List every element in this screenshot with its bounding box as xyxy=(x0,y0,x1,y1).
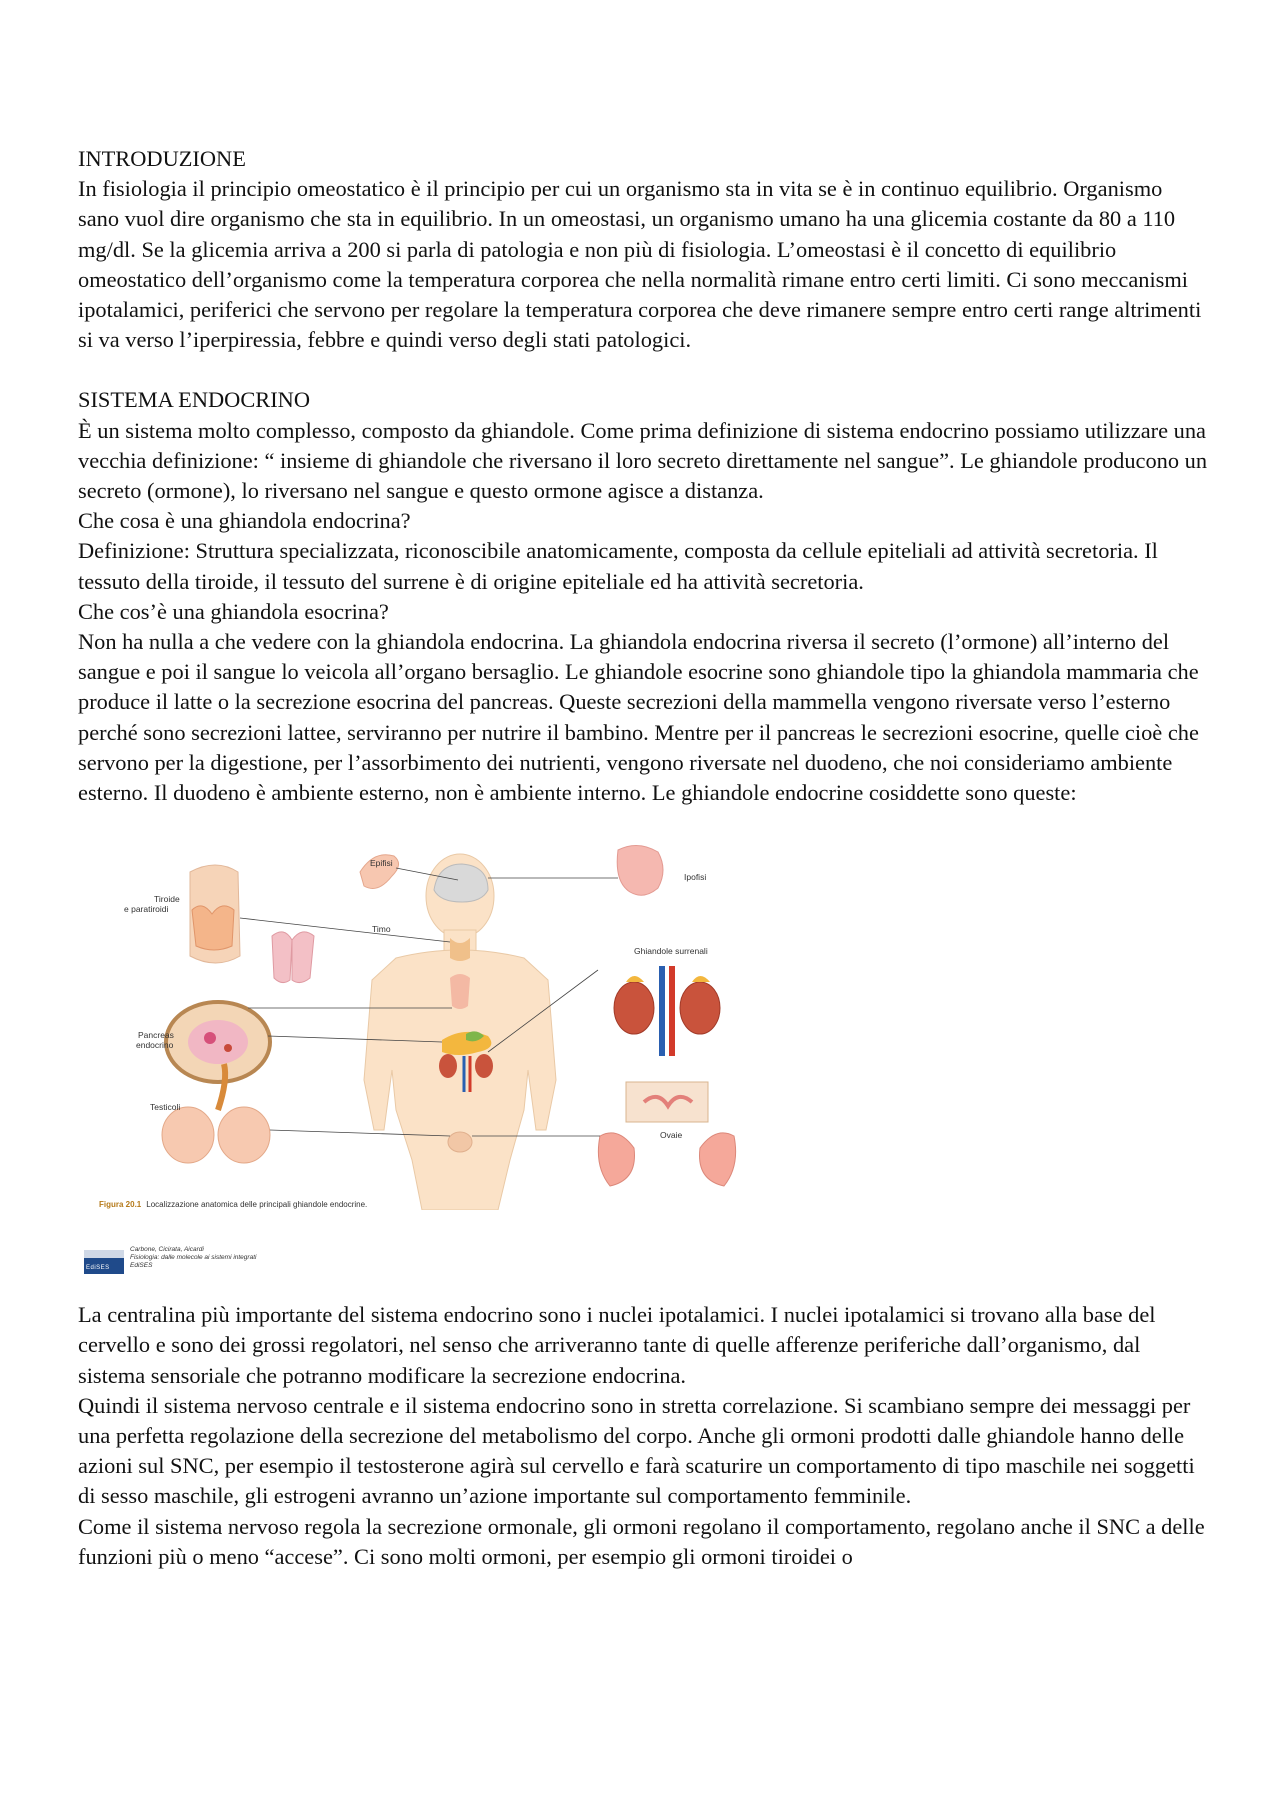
body-thymus xyxy=(450,974,470,1009)
label-paratiroidi: e paratiroidi xyxy=(124,904,169,915)
label-tiroide: Tiroide xyxy=(154,894,180,905)
surrenali-illustration xyxy=(614,966,720,1056)
testicoli-illustration-right xyxy=(218,1107,270,1163)
after-paragraph-2: Quindi il sistema nervoso centrale e il sistema endocrino sono in stretta correlazione. Si scambiano sempre dei messaggi per una perfetta regolazione della secrezione del metabolismo del corpo. Anche gli ormoni prodotti dalle ghiandole hanno delle azioni sul SNC, per esempio il testosterone agirà sul cervello e farà scaturire un comportamento di tipo maschile nei soggetti di sesso maschile, gli estrogeni avranno un’azione importante sul comportamento femminile. xyxy=(78,1392,1195,1509)
endocrine-question-1: Che cosa è una ghiandola endocrina? xyxy=(78,508,411,534)
endocrine-heading: SISTEMA ENDOCRINO xyxy=(78,387,311,413)
intro-paragraph: In fisiologia il principio omeostatico è il principio per cui un organismo sta in vita se è in continuo equilibrio. Organismo sano vuol dire organismo che sta in equilibrio. In un omeostasi, un organismo umano ha una glicemia costante da 80 a 110 mg/dl. Se la glicemia arriva a 200 si parla di patologia e non più di fisiologia. L’omeostasi è il concetto di equilibrio omeostatico dell’organismo come la temperatura corporea che nella normalità rimane entro certi limiti. Ci sono meccanismi ipotalamici, periferici che servono per regolare la temperatura corporea che deve rimanere sempre entro certi range altrimenti si va verso l’iperpiressia, febbre e quindi verso degli stati patologici. xyxy=(78,176,1202,353)
publisher-logo: EdiSES xyxy=(84,1250,124,1274)
testicoli-illustration-left xyxy=(162,1107,214,1163)
label-surrenali: Ghiandole surrenali xyxy=(634,946,708,957)
label-ipofisi: Ipofisi xyxy=(684,872,707,883)
credit-lines: Carbone, Cicirata, Aicardi Fisiologia: dalle molecole ai sistemi integrati EdiSES xyxy=(130,1246,257,1270)
publisher-credit xyxy=(84,1244,324,1276)
body-kidney-left xyxy=(439,1054,457,1078)
label-testicoli: Testicoli xyxy=(150,1102,181,1113)
body-genitals xyxy=(448,1132,472,1152)
ovaie-illustration-left xyxy=(598,1133,634,1186)
document-page xyxy=(78,144,1208,1572)
intro-heading: INTRODUZIONE xyxy=(78,146,246,171)
endocrine-paragraph-2: Definizione: Struttura specializzata, riconoscibile anatomicamente, composta da cellule epiteliali ad attività secretoria. Il tessuto della tiroide, il tessuto del surrene è di origine epiteliale ed ha attività secretoria. xyxy=(78,538,1158,594)
figure-number: Figura 20.1 xyxy=(99,1200,142,1210)
label-timo: Timo xyxy=(372,924,391,935)
label-epifisi: Epifisi xyxy=(370,858,393,869)
endocrine-question-2: Che cos’è una ghiandola esocrina? xyxy=(78,598,389,624)
anatomy-illustration xyxy=(78,830,778,1210)
figure-caption xyxy=(99,1200,367,1209)
label-pancreas-endocrino: endocrino xyxy=(136,1040,174,1051)
after-figure-section xyxy=(78,1300,1208,1572)
endocrine-paragraph-1: È un sistema molto complesso, composto da ghiandole. Come prima definizione di sistema endocrino possiamo utilizzare una vecchia definizione: “ insieme di ghiandole che riversano il loro secreto direttamente nel sangue”. Le ghiandole producono un secreto (ormone), lo riversano nel sangue e questo ormone agisce a distanza. xyxy=(78,417,1208,504)
section-spacer xyxy=(78,355,1208,385)
after-paragraph-1: La centralina più importante del sistema endocrino sono i nuclei ipotalamici. I nuclei ipotalamici si trovano alla base del cervello e sono dei grossi regolatori, nel senso che arriveranno tante di quelle afferenze periferiche dall’organismo, dal sistema sensoriale che potranno modificare la secrezione endocrina. xyxy=(78,1302,1156,1388)
label-ovaie: Ovaie xyxy=(660,1130,683,1141)
after-paragraph-3: Come il sistema nervoso regola la secrezione ormonale, gli ormoni regolano il comportamento, regolano anche il SNC a delle funzioni più o meno “accese”. Ci sono molti ormoni, per esempio gli ormoni tiroidei o xyxy=(78,1513,1205,1569)
figure-caption-text: Localizzazione anatomica delle principali ghiandole endocrine. xyxy=(146,1200,368,1210)
body-kidney-right xyxy=(475,1054,493,1078)
endocrine-glands-figure xyxy=(78,830,1208,1300)
ipofisi-illustration xyxy=(617,846,663,896)
label-pancreas: Pancreas xyxy=(138,1030,174,1041)
human-body-silhouette xyxy=(364,854,556,1210)
endocrine-paragraph-3: Non ha nulla a che vedere con la ghiandola endocrina. La ghiandola endocrina riversa il secreto (l’ormone) all’interno del sangue e poi il sangue lo veicola all’organo bersaglio. Le ghiandole esocrine sono ghiandole tipo la ghiandola mammaria che produce il latte o la secrezione esocrina del pancreas. Queste secrezioni della mammella vengono riversate verso l’esterno perché sono secrezioni lattee, serviranno per nutrire il bambino. Mentre per il pancreas le secrezioni esocrine, quelle cioè che servono per la digestione, per l’assorbimento dei nutrienti, vengono riversate nel duodeno, che noi consideriamo ambiente esterno. Il duodeno è ambiente esterno, non è ambiente interno. Le ghiandole endocrine cosiddette sono queste: xyxy=(78,629,1199,806)
timo-illustration xyxy=(272,932,292,983)
ovaie-illustration-right xyxy=(700,1133,736,1186)
